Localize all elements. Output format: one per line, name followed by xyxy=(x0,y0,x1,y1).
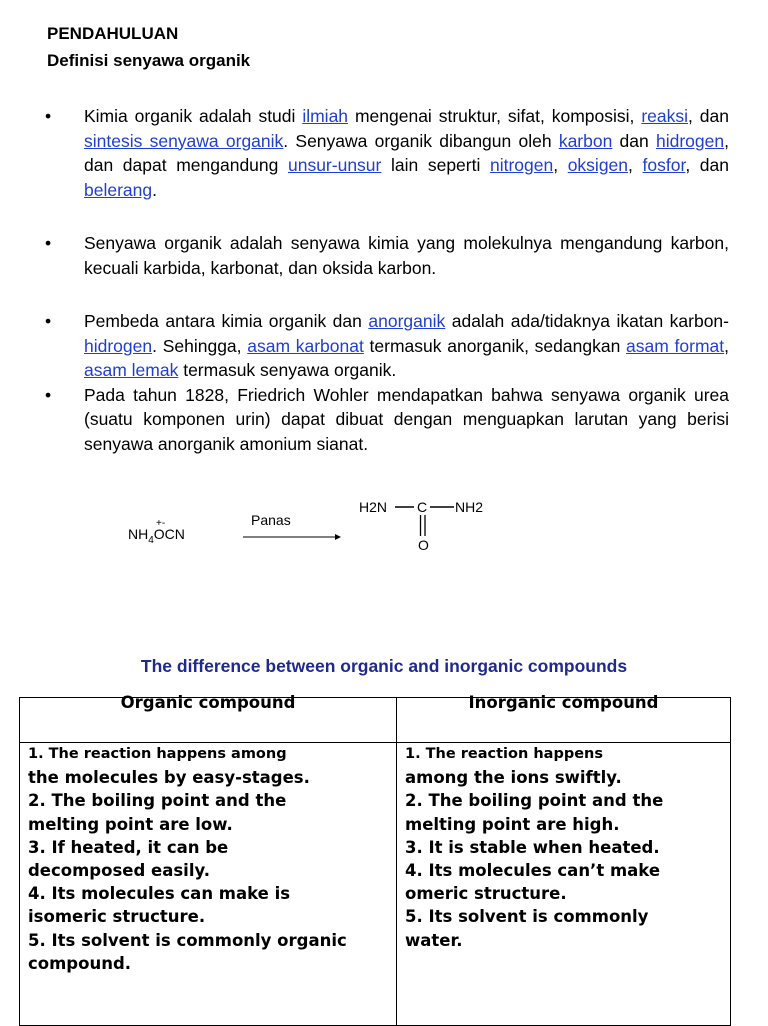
organic-line: the molecules by easy-stages. xyxy=(28,768,310,788)
urea-structure xyxy=(355,494,495,556)
text: , dan xyxy=(688,106,729,126)
link-hidrogen[interactable]: hidrogen xyxy=(656,130,725,151)
link-belerang[interactable]: belerang xyxy=(84,179,153,200)
inorganic-line: 5. Its solvent is commonly xyxy=(405,907,649,927)
organic-line: decomposed easily. xyxy=(28,861,210,881)
inorganic-points xyxy=(397,743,730,952)
link-fosfor[interactable]: fosfor xyxy=(642,155,686,175)
inorganic-line: 4. Its molecules can’t make xyxy=(405,861,661,881)
link-asam-lemak[interactable]: asam lemak xyxy=(84,360,179,380)
inorganic-line: melting point are high. xyxy=(405,814,620,834)
link-asam-format[interactable]: asam format xyxy=(626,335,725,356)
organic-line: melting point are low. xyxy=(28,814,233,834)
organic-line: isomeric structure. xyxy=(28,907,206,927)
organic-cell xyxy=(20,743,397,1026)
bullet-dot: • xyxy=(45,311,52,331)
bullet-item xyxy=(45,309,729,383)
text: . Senyawa organik dibangun oleh xyxy=(283,130,559,151)
link-hidrogen[interactable]: hidrogen xyxy=(84,335,153,356)
text: termasuk anorganik, sedangkan xyxy=(363,335,627,356)
link-oksigen[interactable]: oksigen xyxy=(567,155,629,175)
reaction-arrow-icon xyxy=(243,531,343,543)
link-unsur-unsur[interactable]: unsur-unsur xyxy=(287,155,382,175)
link-sintesis[interactable]: sintesis senyawa organik xyxy=(84,130,284,151)
link-reaksi[interactable]: reaksi xyxy=(641,106,689,126)
bullet-dot: • xyxy=(45,233,52,253)
bullet-item xyxy=(45,231,729,280)
text: Senyawa organik adalah senyawa kimia yang molekulnya mengandung karbon, kecuali karbida, karbonat, dan oksida karbon. xyxy=(84,233,729,278)
text: dan xyxy=(612,130,656,151)
table-row xyxy=(20,743,731,1026)
link-nitrogen[interactable]: nitrogen xyxy=(489,155,554,175)
header-organic: Organic compound xyxy=(20,698,397,743)
text: Kimia organik adalah studi xyxy=(84,106,303,126)
section-subtitle: Definisi senyawa organik xyxy=(47,51,251,70)
inorganic-cell xyxy=(397,743,731,1026)
urea-nh2: NH2 xyxy=(455,499,484,515)
reactant-charge: +- xyxy=(156,518,166,529)
text: , xyxy=(628,155,643,175)
text: , xyxy=(553,155,568,175)
bullet-dot: • xyxy=(45,106,52,126)
reaction-condition: Panas xyxy=(251,512,291,528)
bullet-list xyxy=(45,104,729,456)
reactant-subscript: 4 xyxy=(148,534,154,546)
organic-line: 1. The reaction happens among xyxy=(28,746,287,762)
urea-h2n: H2N xyxy=(359,499,388,515)
bullet-dot: • xyxy=(45,384,52,405)
text: termasuk senyawa organik. xyxy=(178,360,397,380)
organic-line: compound. xyxy=(28,953,132,973)
urea-c: C xyxy=(417,499,428,515)
reactant-formula xyxy=(128,518,185,546)
text: Pada tahun 1828, Friedrich Wohler mendapatkan bahwa senyawa organik urea (suatu komponen urin) dapat dibuat dengan menguapkan larutan yang berisi senyawa anorganik amonium sianat. xyxy=(84,384,729,454)
inorganic-line: 2. The boiling point and the xyxy=(405,791,664,811)
organic-line: 4. Its molecules can make is xyxy=(28,884,291,904)
inorganic-line: omeric structure. xyxy=(405,884,567,904)
organic-line: 3. If heated, it can be xyxy=(28,837,229,857)
text: mengenai struktur, sifat, komposisi, xyxy=(348,106,642,126)
page-title: PENDAHULUAN xyxy=(47,24,179,43)
text: . xyxy=(152,179,157,200)
reactant-nh: NH xyxy=(128,526,149,542)
link-asam-karbonat[interactable]: asam karbonat xyxy=(247,335,364,356)
link-ilmiah[interactable]: ilmiah xyxy=(302,106,349,126)
text: adalah ada/tidaknya ikatan karbon- xyxy=(445,311,729,331)
header-inorganic: Inorganic compound xyxy=(397,698,731,743)
comparison-table xyxy=(19,693,731,1026)
link-anorganik[interactable]: anorganik xyxy=(368,311,446,331)
inorganic-line: 3. It is stable when heated. xyxy=(405,837,660,857)
text: , dan xyxy=(685,155,729,175)
text: Pembeda antara kimia organik dan xyxy=(84,311,369,331)
organic-line: 2. The boiling point and the xyxy=(28,791,287,811)
organic-points xyxy=(20,743,396,975)
link-karbon[interactable]: karbon xyxy=(558,130,613,151)
text: lain seperti xyxy=(381,155,490,175)
text: , xyxy=(724,335,729,356)
organic-line: 5. Its solvent is commonly organic xyxy=(28,930,347,950)
bullet-item xyxy=(45,383,729,457)
table-caption: The difference between organic and inorganic compounds xyxy=(140,656,628,676)
table-header-row xyxy=(20,698,731,743)
inorganic-line: 1. The reaction happens xyxy=(405,746,603,762)
text: . Sehingga, xyxy=(152,335,248,356)
bullet-item xyxy=(45,104,729,202)
inorganic-line: water. xyxy=(405,930,463,950)
urea-o: O xyxy=(418,537,429,553)
inorganic-line: among the ions swiftly. xyxy=(405,768,622,788)
text: , dan dapat mengandung xyxy=(84,130,729,175)
reactant-ocn: OCN xyxy=(153,526,185,542)
